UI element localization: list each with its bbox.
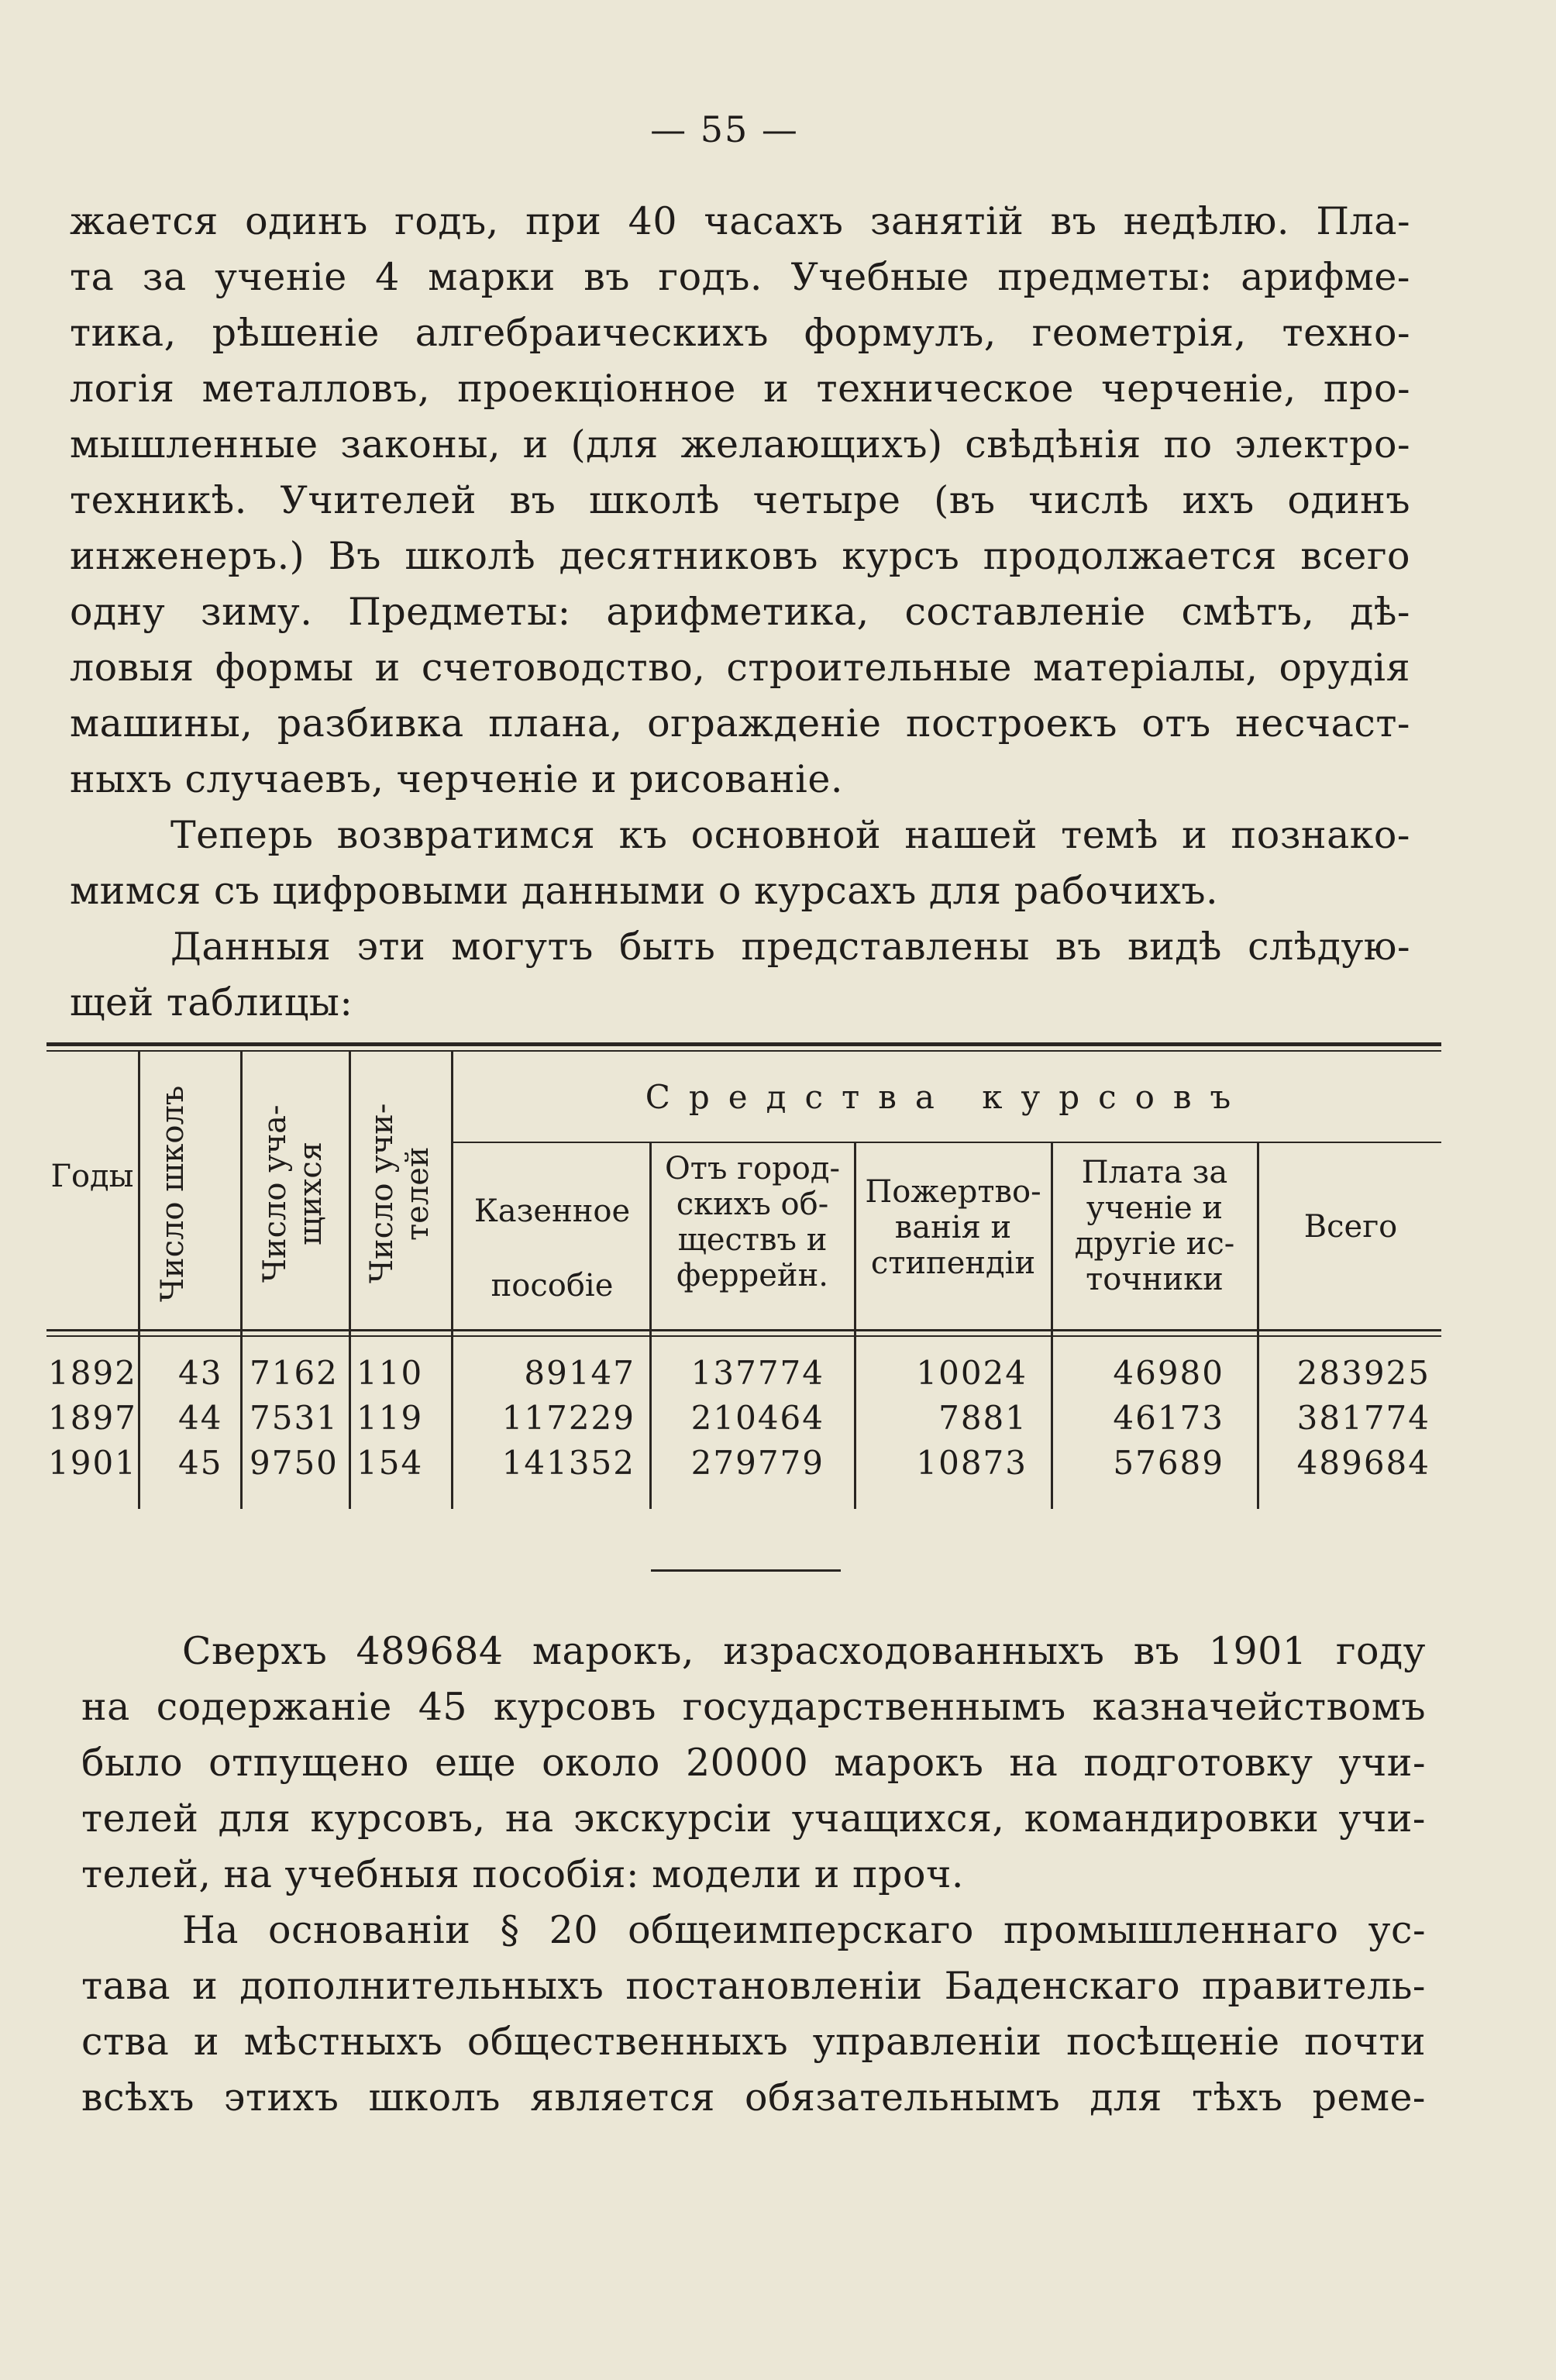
column-divider [138, 1052, 140, 1509]
cell-students: 7162 [250, 1354, 339, 1392]
text-line: логія металловъ, проекціонное и техническое черченіе, про- [70, 367, 1410, 411]
cell-fees: 46173 [1113, 1399, 1224, 1437]
text-line: та за ученіе 4 марки въ годъ. Учебные предметы: арифме- [70, 255, 1410, 299]
cell-year: 1897 [48, 1399, 137, 1437]
text-line: ныхъ случаевъ, черченіе и рисованіе. [70, 757, 843, 801]
text-line: ловыя формы и счетоводство, строительные матеріалы, орудія [70, 646, 1410, 690]
text-line: на содержаніе 45 курсовъ государственнымъ казначействомъ [81, 1685, 1426, 1729]
cell-donations: 7881 [938, 1399, 1028, 1437]
text-line: тика, рѣшеніе алгебраическихъ формулъ, геометрія, техно- [70, 311, 1410, 355]
header-funds: Средства курсовъ [645, 1078, 1250, 1116]
header-bottom-rule-thin [46, 1335, 1441, 1337]
paragraph-3 [70, 919, 1410, 1031]
section-separator [651, 1569, 841, 1572]
header-years: Годы [50, 1159, 134, 1194]
cell-schools: 45 [178, 1444, 223, 1482]
header-teachers: Число учи- телей [364, 1103, 435, 1284]
cell-total: 489684 [1296, 1444, 1430, 1482]
text-line: телей, на учебныя пособія: модели и проч. [81, 1852, 965, 1896]
cell-teachers: 154 [356, 1444, 424, 1482]
cell-city: 279779 [690, 1444, 824, 1482]
cell-donations: 10873 [916, 1444, 1028, 1482]
cell-fees: 57689 [1113, 1444, 1224, 1482]
text-line: ства и мѣстныхъ общественныхъ управленіи посѣщеніе почти [81, 2020, 1426, 2064]
table-top-rule-thin [46, 1050, 1441, 1052]
cell-donations: 10024 [916, 1354, 1028, 1392]
cell-state: 117229 [501, 1399, 635, 1437]
text-line: Сверхъ 489684 марокъ, израсходованныхъ въ 1901 году [182, 1629, 1426, 1673]
column-divider [854, 1143, 856, 1509]
cell-year: 1892 [48, 1354, 137, 1392]
statistics-table [46, 1042, 1441, 1515]
cell-fees: 46980 [1113, 1354, 1224, 1392]
paragraph-2 [70, 808, 1410, 919]
paragraph-5 [81, 1903, 1426, 2126]
column-divider [649, 1143, 652, 1509]
text-line: машины, разбивка плана, огражденіе построекъ отъ несчаст- [70, 701, 1410, 746]
header-fees: Плата за ученіе и другіе ис- точники [1074, 1155, 1235, 1297]
text-line: жается одинъ годъ, при 40 часахъ занятій въ недѣлю. Пла- [70, 199, 1410, 243]
cell-teachers: 110 [356, 1354, 424, 1392]
text-line: техникѣ. Учителей въ школѣ четыре (въ числѣ ихъ одинъ [70, 478, 1410, 522]
header-total: Всего [1303, 1209, 1398, 1245]
cell-year: 1901 [48, 1444, 137, 1482]
text-line: телей для курсовъ, на экскурсіи учащихся, командировки учи- [81, 1796, 1426, 1841]
page-number: — 55 — [650, 108, 799, 150]
cell-teachers: 119 [356, 1399, 424, 1437]
cell-students: 7531 [250, 1399, 339, 1437]
text-line: Теперь возвратимся къ основной нашей темѣ и познако- [170, 813, 1410, 857]
cell-total: 381774 [1296, 1399, 1430, 1437]
header-schools: Число школъ [155, 1085, 191, 1302]
header-state: Казенное пособіе [473, 1193, 631, 1304]
column-divider [349, 1052, 351, 1509]
text-line: инженеръ.) Въ школѣ десятниковъ курсъ продолжается всего [70, 534, 1410, 578]
text-line: мышленные законы, и (для желающихъ) свѣдѣнія по электро- [70, 422, 1410, 467]
column-divider [1257, 1143, 1259, 1509]
cell-students: 9750 [250, 1444, 339, 1482]
text-line: Данныя эти могутъ быть представлены въ видѣ слѣдую- [170, 925, 1410, 969]
header-donations: Пожертво- ванія и стипендіи [865, 1174, 1041, 1281]
text-line: тава и дополнительныхъ постановленіи Баденскаго правитель- [81, 1964, 1426, 2008]
paragraph-4 [81, 1624, 1426, 1903]
text-line: На основаніи § 20 общеимперскаго промышленнаго ус- [182, 1908, 1426, 1952]
cell-total: 283925 [1296, 1354, 1430, 1392]
table-top-rule [46, 1042, 1441, 1046]
header-bottom-rule [46, 1329, 1441, 1331]
cell-schools: 43 [178, 1354, 223, 1392]
text-line: щей таблицы: [70, 980, 353, 1025]
column-divider [451, 1052, 453, 1509]
header-city: Отъ город- скихъ об- ществъ и феррейн. [665, 1151, 840, 1293]
cell-state: 89147 [524, 1354, 635, 1392]
column-divider [240, 1052, 243, 1509]
text-line: мимся съ цифровыми данными о курсахъ для рабочихъ. [70, 869, 1219, 913]
cell-city: 210464 [690, 1399, 824, 1437]
header-students: Число уча- щихся [257, 1104, 329, 1283]
cell-state: 141352 [501, 1444, 635, 1482]
text-line: было отпущено еще около 20000 марокъ на подготовку учи- [81, 1741, 1426, 1785]
text-line: одну зиму. Предметы: арифметика, составленіе смѣтъ, дѣ- [70, 590, 1410, 634]
text-line: всѣхъ этихъ школъ является обязательнымъ для тѣхъ реме- [81, 2075, 1426, 2120]
cell-city: 137774 [690, 1354, 824, 1392]
cell-schools: 44 [178, 1399, 223, 1437]
paragraph-1 [70, 194, 1410, 808]
funds-header-rule [453, 1142, 1441, 1143]
column-divider [1051, 1143, 1053, 1509]
